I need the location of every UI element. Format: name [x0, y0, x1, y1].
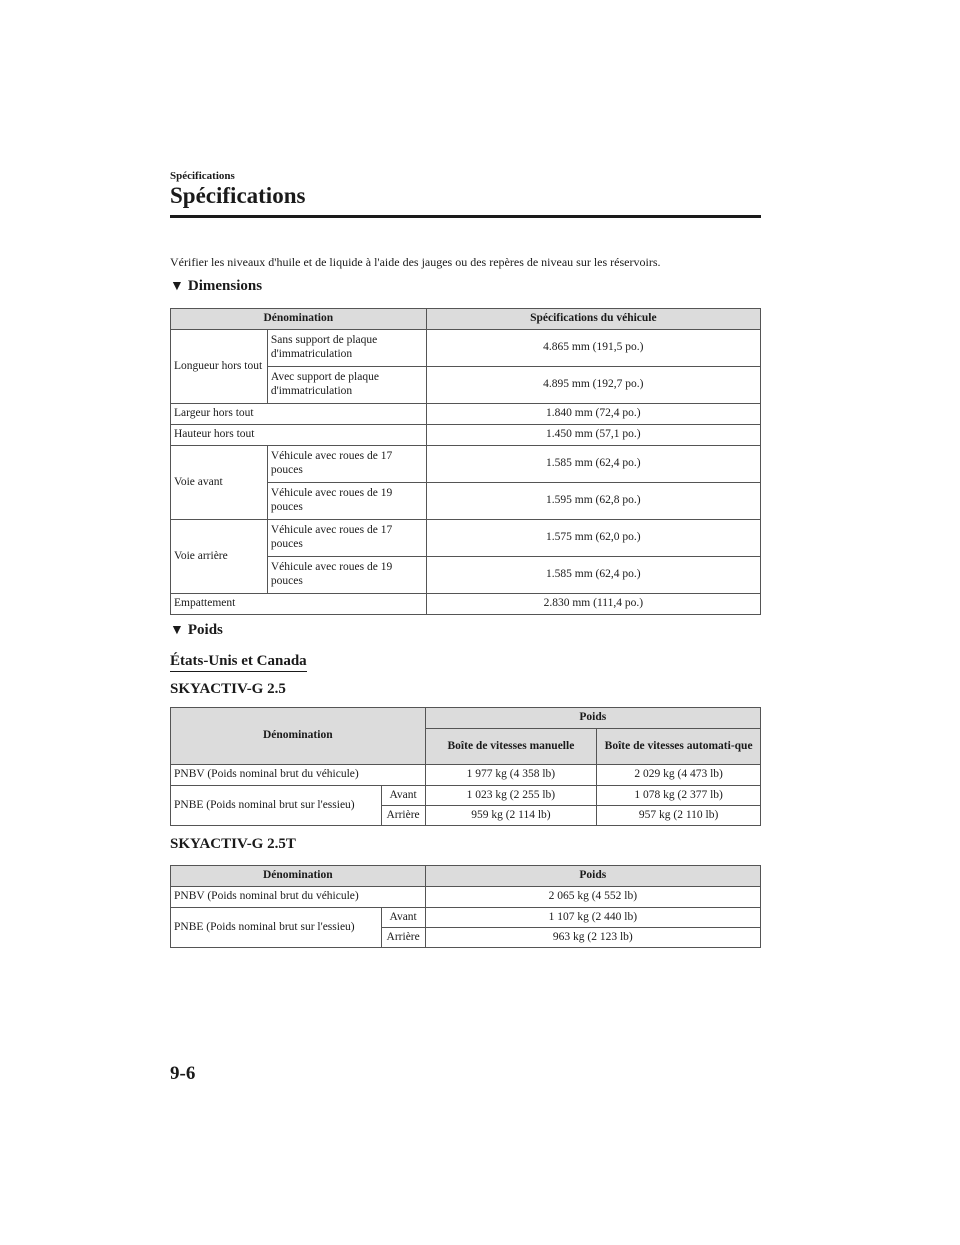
row-sublabel: Sans support de plaque d'immatriculation: [267, 330, 426, 367]
row-label: Voie avant: [171, 446, 268, 520]
row-sublabel: Avec support de plaque d'immatriculation: [267, 367, 426, 404]
col-header-name: Dénomination: [171, 708, 426, 765]
row-value: 1.840 mm (72,4 po.): [426, 404, 760, 425]
row-value: 1 023 kg (2 255 lb): [425, 786, 597, 806]
row-value: 2 029 kg (4 473 lb): [597, 765, 761, 786]
row-sublabel: Avant: [381, 786, 425, 806]
table-row: [171, 330, 761, 367]
row-value: 1.595 mm (62,8 po.): [426, 483, 760, 520]
row-value: 963 kg (2 123 lb): [425, 928, 760, 948]
table-row: [171, 520, 761, 557]
row-value: 1 107 kg (2 440 lb): [425, 908, 760, 928]
table-row: [171, 594, 761, 615]
g25-heading: SKYACTIV-G 2.5: [170, 681, 286, 697]
row-label: PNBE (Poids nominal brut sur l'essieu): [171, 908, 382, 948]
triangle-down-icon: ▼: [170, 623, 184, 638]
table-row: [171, 786, 761, 806]
poids-heading: ▼ Poids: [170, 622, 223, 638]
row-sublabel: Véhicule avec roues de 19 pouces: [267, 557, 426, 594]
row-label: Voie arrière: [171, 520, 268, 594]
table-row: [171, 887, 761, 908]
col-header-manual: Boîte de vitesses manuelle: [425, 729, 597, 765]
row-sublabel: Véhicule avec roues de 17 pouces: [267, 520, 426, 557]
row-label: PNBE (Poids nominal brut sur l'essieu): [171, 786, 382, 826]
row-sublabel: Arrière: [381, 928, 425, 948]
poids-g25-table: [170, 707, 761, 826]
row-value: 1.450 mm (57,1 po.): [426, 425, 760, 446]
row-label: Empattement: [171, 594, 427, 615]
row-value: 4.895 mm (192,7 po.): [426, 367, 760, 404]
table-row: [171, 425, 761, 446]
row-value: 957 kg (2 110 lb): [597, 806, 761, 826]
region-heading: États-Unis et Canada: [170, 653, 307, 672]
row-label: Hauteur hors tout: [171, 425, 427, 446]
row-label: PNBV (Poids nominal brut du véhicule): [171, 765, 426, 786]
page-title: Spécifications: [170, 183, 306, 208]
dimensions-heading: ▼ Dimensions: [170, 278, 263, 294]
row-sublabel: Avant: [381, 908, 425, 928]
row-value: 959 kg (2 114 lb): [425, 806, 597, 826]
table-row: [171, 908, 761, 928]
row-label: PNBV (Poids nominal brut du véhicule): [171, 887, 426, 908]
table-row: [171, 446, 761, 483]
poids-g25t-table: [170, 865, 761, 948]
row-sublabel: Arrière: [381, 806, 425, 826]
triangle-down-icon: ▼: [170, 279, 184, 294]
g25t-heading: SKYACTIV-G 2.5T: [170, 836, 296, 852]
col-header-poids: Poids: [425, 866, 760, 887]
row-value: 1 078 kg (2 377 lb): [597, 786, 761, 806]
row-value: 4.865 mm (191,5 po.): [426, 330, 760, 367]
breadcrumb: Spécifications: [170, 170, 235, 182]
col-header-auto: Boîte de vitesses automati-que: [597, 729, 761, 765]
row-value: 2.830 mm (111,4 po.): [426, 594, 760, 615]
row-value: 1 977 kg (4 358 lb): [425, 765, 597, 786]
title-rule: [170, 215, 761, 218]
row-value: 1.575 mm (62,0 po.): [426, 520, 760, 557]
row-sublabel: Véhicule avec roues de 17 pouces: [267, 446, 426, 483]
col-header-poids: Poids: [425, 708, 760, 729]
row-value: 1.585 mm (62,4 po.): [426, 557, 760, 594]
table-row: [171, 404, 761, 425]
col-header-name: Dénomination: [171, 866, 426, 887]
col-header-spec: Spécifications du véhicule: [426, 309, 760, 330]
row-value: 1.585 mm (62,4 po.): [426, 446, 760, 483]
row-value: 2 065 kg (4 552 lb): [425, 887, 760, 908]
table-row: [171, 765, 761, 786]
col-header-name: Dénomination: [171, 309, 427, 330]
row-sublabel: Véhicule avec roues de 19 pouces: [267, 483, 426, 520]
intro-text: Vérifier les niveaux d'huile et de liquide à l'aide des jauges ou des repères de niveau sur les réservoirs.: [170, 255, 661, 269]
dimensions-table: [170, 308, 761, 615]
row-label: Longueur hors tout: [171, 330, 268, 404]
page-number: 9-6: [170, 1063, 196, 1084]
row-label: Largeur hors tout: [171, 404, 427, 425]
